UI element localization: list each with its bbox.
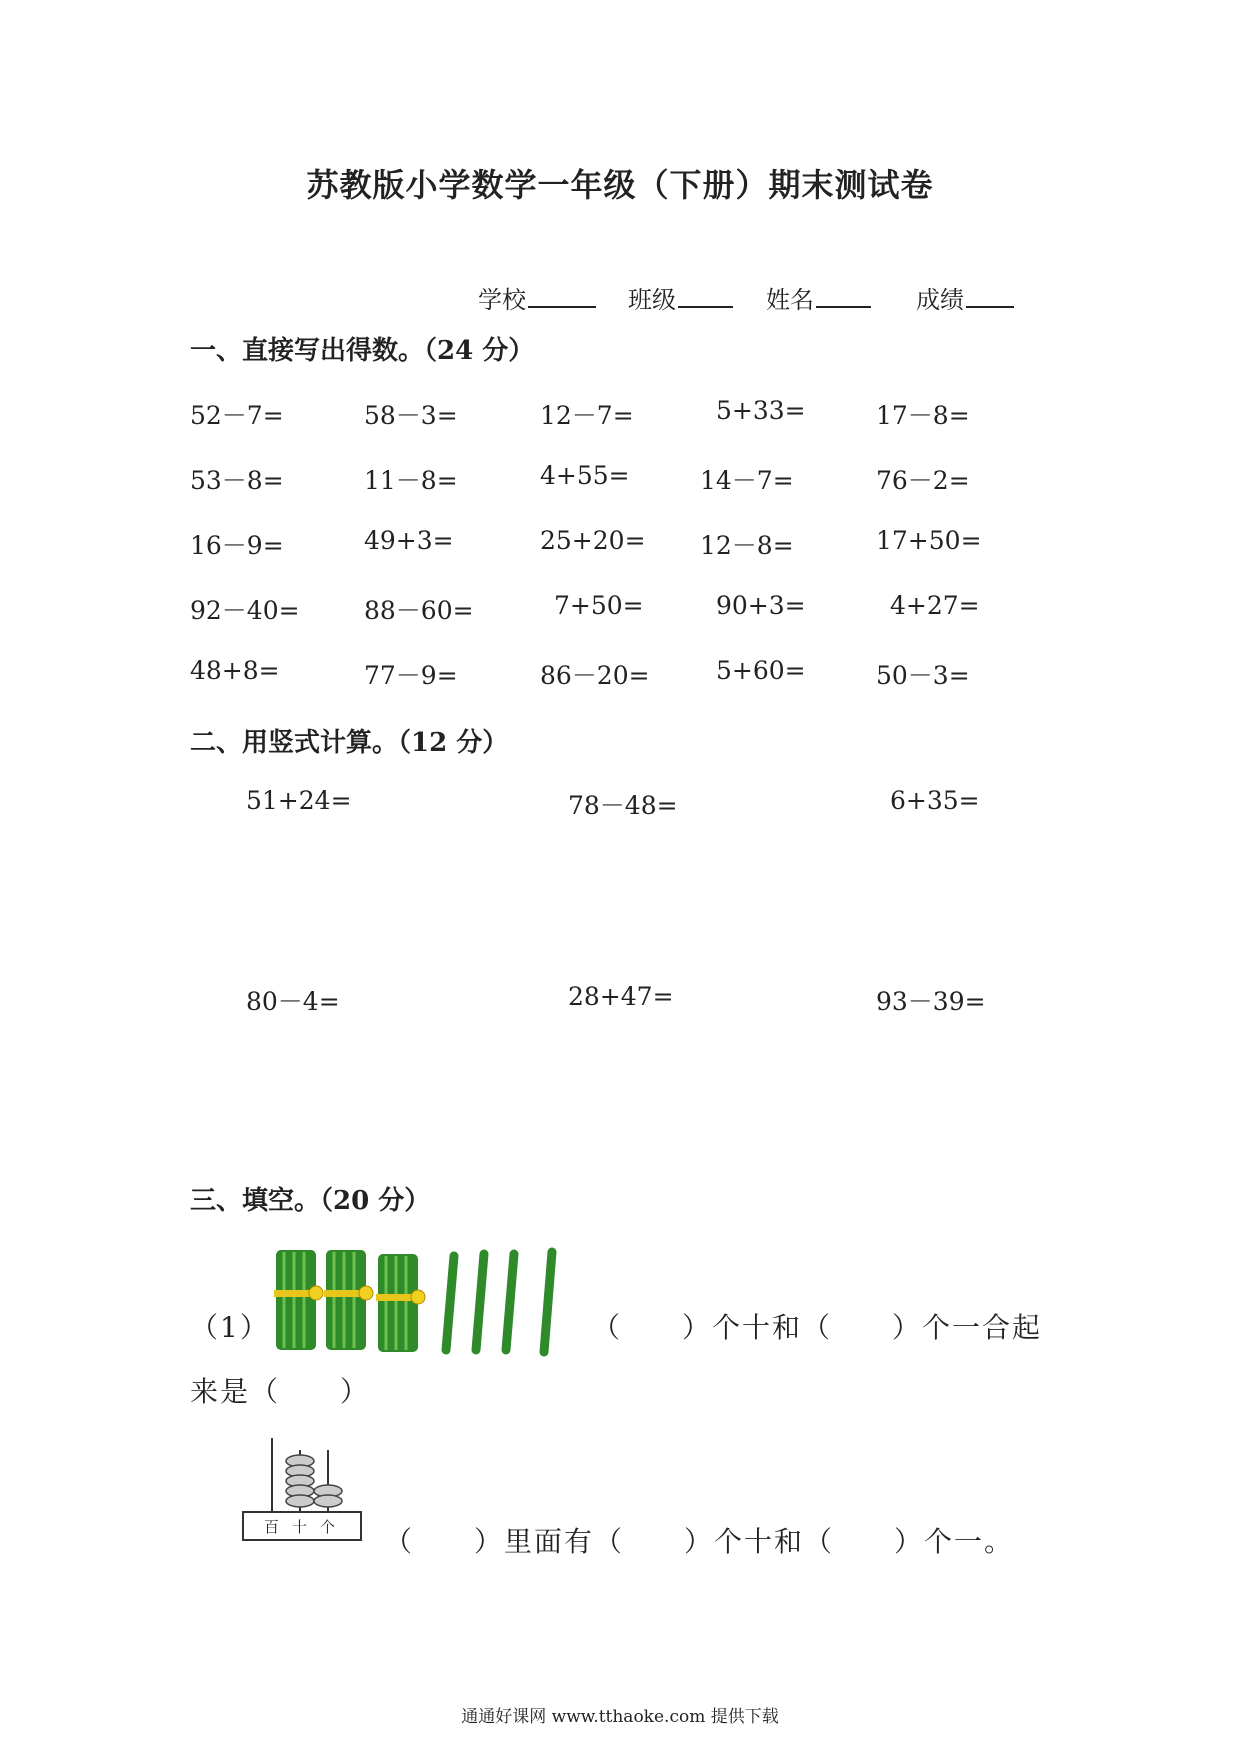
s2-problem: 6+35= bbox=[890, 786, 980, 815]
abacus-image bbox=[242, 1436, 362, 1542]
section3-heading: 三、填空。（20 分） bbox=[190, 1186, 431, 1216]
s1-problem: 53－8= bbox=[190, 466, 284, 495]
s2-problem: 80－4= bbox=[246, 987, 340, 1016]
class-blank bbox=[678, 284, 733, 308]
page-title: 苏教版小学数学一年级（下册）期末测试卷 bbox=[306, 166, 934, 204]
name-blank bbox=[816, 284, 871, 308]
s1-problem: 58－3= bbox=[364, 401, 458, 430]
q2-text: （ ）里面有（ ）个十和（ ）个一。 bbox=[384, 1525, 1015, 1558]
footer-text: 通通好课网 www.tthaoke.com 提供下载 bbox=[461, 1707, 779, 1727]
single-stick bbox=[476, 1254, 484, 1350]
s1-problem: 76－2= bbox=[876, 466, 970, 495]
ten-stick-bundle bbox=[376, 1254, 425, 1352]
s2-problem: 78－48= bbox=[568, 791, 678, 820]
single-stick bbox=[446, 1256, 454, 1350]
s1-problem: 12－8= bbox=[700, 531, 794, 560]
abacus-label: 百 bbox=[264, 1518, 280, 1536]
s1-problem: 92－40= bbox=[190, 596, 300, 625]
s1-problem: 7+50= bbox=[554, 591, 644, 620]
score-label: 成绩 bbox=[916, 286, 964, 314]
q1-continuation: 来是（ ） bbox=[190, 1375, 371, 1408]
s1-problem: 52－7= bbox=[190, 401, 284, 430]
s1-problem: 16－9= bbox=[190, 531, 284, 560]
single-stick bbox=[544, 1252, 552, 1352]
s2-problem: 93－39= bbox=[876, 987, 986, 1016]
tens-beads bbox=[286, 1455, 314, 1507]
s1-problem: 12－7= bbox=[540, 401, 634, 430]
s1-problem: 5+60= bbox=[716, 656, 806, 685]
ten-stick-bundle bbox=[274, 1250, 323, 1350]
name-label: 姓名 bbox=[766, 286, 814, 314]
s1-problem: 49+3= bbox=[364, 526, 454, 555]
s2-problem: 51+24= bbox=[246, 786, 352, 815]
name-field bbox=[766, 280, 871, 315]
school-blank bbox=[528, 284, 596, 308]
single-stick bbox=[506, 1254, 514, 1350]
score-field bbox=[916, 280, 1014, 315]
s1-problem: 17－8= bbox=[876, 401, 970, 430]
score-blank bbox=[966, 284, 1014, 308]
s1-problem: 48+8= bbox=[190, 656, 280, 685]
q1-text: （ ）个十和（ ）个一合起 bbox=[592, 1311, 1043, 1344]
s2-problem: 28+47= bbox=[568, 982, 674, 1011]
s1-problem: 77－9= bbox=[364, 661, 458, 690]
s1-problem: 4+27= bbox=[890, 591, 980, 620]
abacus-label: 个 bbox=[320, 1518, 336, 1536]
s1-problem: 88－60= bbox=[364, 596, 474, 625]
s1-problem: 25+20= bbox=[540, 526, 646, 555]
s1-problem: 14－7= bbox=[700, 466, 794, 495]
s1-problem: 4+55= bbox=[540, 461, 630, 490]
class-field bbox=[628, 280, 733, 315]
s1-problem: 11－8= bbox=[364, 466, 458, 495]
school-label: 学校 bbox=[478, 286, 526, 314]
s1-problem: 17+50= bbox=[876, 526, 982, 555]
ones-beads bbox=[314, 1485, 342, 1507]
ten-stick-bundle bbox=[324, 1250, 373, 1350]
stick-bundles-image bbox=[272, 1246, 582, 1358]
abacus-label: 十 bbox=[292, 1518, 308, 1536]
school-field bbox=[478, 280, 596, 315]
s1-problem: 90+3= bbox=[716, 591, 806, 620]
s1-problem: 86－20= bbox=[540, 661, 650, 690]
q1-prefix: （1） bbox=[190, 1311, 270, 1344]
section2-heading: 二、用竖式计算。（12 分） bbox=[190, 728, 509, 758]
s1-problem: 50－3= bbox=[876, 661, 970, 690]
s1-problem: 5+33= bbox=[716, 396, 806, 425]
class-label: 班级 bbox=[628, 286, 676, 314]
section1-heading: 一、直接写出得数。（24 分） bbox=[190, 336, 535, 366]
